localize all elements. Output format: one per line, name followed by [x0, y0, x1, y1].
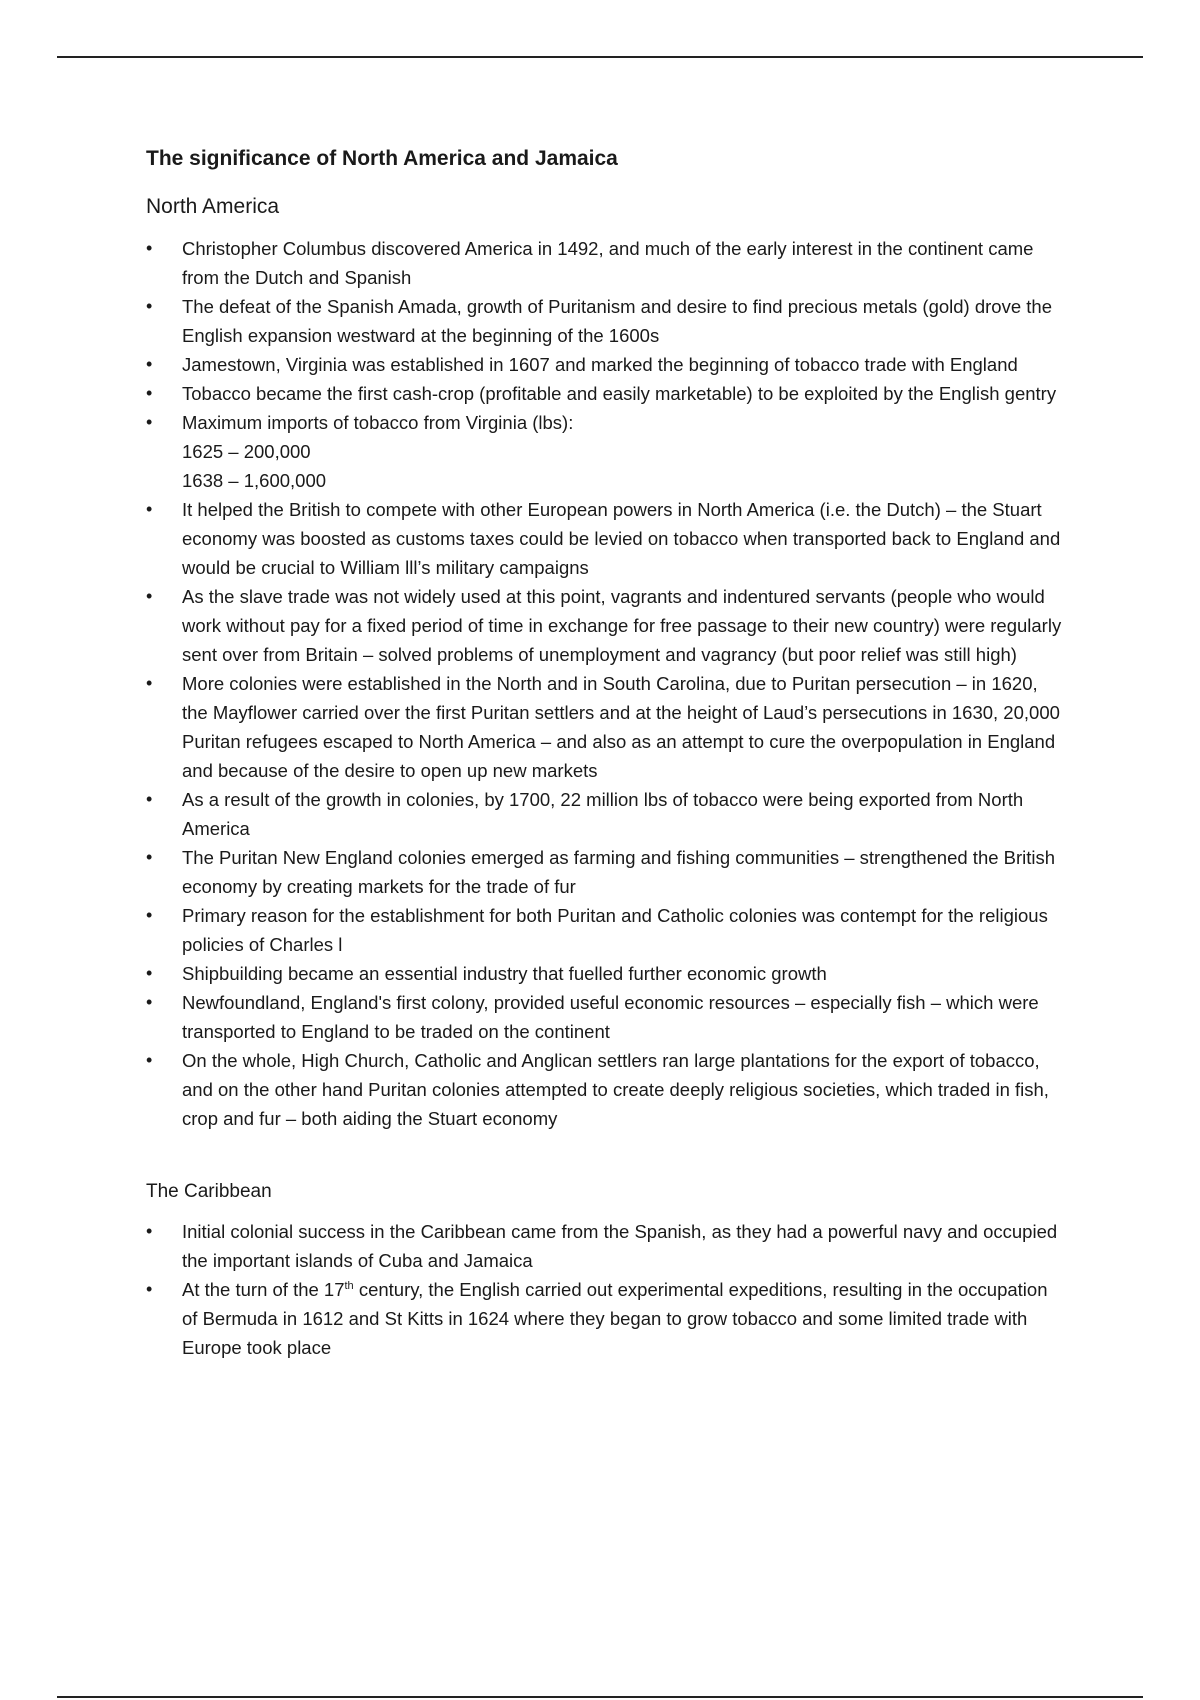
bullet-item: • On the whole, High Church, Catholic and Anglican settlers ran large plantations for the export of tobacco, and on the other hand Puritan colonies attempted to create deeply religious societies, which traded in fish, crop and fur – both aiding the Stuart economy — [146, 1046, 1066, 1133]
bullet-icon: • — [146, 1050, 153, 1070]
bullet-icon: • — [146, 1279, 153, 1299]
document-title: The significance of North America and Jamaica — [146, 147, 618, 170]
bullet-icon: • — [146, 847, 153, 867]
bullet-icon: • — [146, 992, 153, 1012]
bullet-item: • Newfoundland, England's first colony, provided useful economic resources – especially fish – which were transported to England to be traded on the continent — [146, 988, 1066, 1046]
footer-rule — [57, 1696, 1143, 1698]
bullet-icon: • — [146, 586, 153, 606]
bullet-icon: • — [146, 673, 153, 693]
bullet-icon: • — [146, 238, 153, 258]
bullet-item — [146, 408, 1066, 495]
document-body — [146, 144, 1066, 1362]
bullet-item: • Jamestown, Virginia was established in 1607 and marked the beginning of tobacco trade with England — [146, 350, 1066, 379]
import-figure-1625: 1625 – 200,000 — [182, 441, 311, 462]
bullet-item: • The Puritan New England colonies emerged as farming and fishing communities – strengthened the British economy by creating markets for the trade of fur — [146, 843, 1066, 901]
bullet-item: • Initial colonial success in the Caribbean came from the Spanish, as they had a powerful navy and occupied the important islands of Cuba and Jamaica — [146, 1217, 1066, 1275]
section-heading-north-america: North America — [146, 195, 280, 218]
north-america-bullet-list — [146, 234, 1066, 1133]
bullet-item: • It helped the British to compete with other European powers in North America (i.e. the Dutch) – the Stuart economy was boosted as customs taxes could be levied on tobacco when transported back to England and would be crucial to William lll’s military campaigns — [146, 495, 1066, 582]
bullet-icon: • — [146, 354, 153, 374]
bullet-item: • Tobacco became the first cash-crop (profitable and easily marketable) to be exploited by the English gentry — [146, 379, 1066, 408]
import-figure-1638: 1638 – 1,600,000 — [182, 470, 327, 491]
section-spacer — [146, 1133, 1066, 1177]
bullet-icon: • — [146, 383, 153, 403]
bullet-icon: • — [146, 296, 153, 316]
section-heading-caribbean: The Caribbean — [146, 1181, 272, 1202]
bullet-icon: • — [146, 499, 153, 519]
header-rule — [57, 56, 1143, 58]
bullet-icon: • — [146, 1221, 153, 1241]
bullet-text: Maximum imports of tobacco from Virginia (lbs): — [182, 412, 574, 433]
superscript-th: th — [344, 1279, 354, 1292]
bullet-item: • As the slave trade was not widely used at this point, vagrants and indentured servants (people who would work without pay for a fixed period of time in exchange for free passage to their new country) were regularly sent over from Britain – solved problems of unemployment and vagrancy (but poor relief was still high) — [146, 582, 1066, 669]
bullet-icon: • — [146, 905, 153, 925]
bullet-item: • The defeat of the Spanish Amada, growth of Puritanism and desire to find precious metals (gold) drove the English expansion westward at the beginning of the 1600s — [146, 292, 1066, 350]
bullet-item: • More colonies were established in the North and in South Carolina, due to Puritan persecution – in 1620, the Mayflower carried over the first Puritan settlers and at the height of Laud’s persecutions in 1630, 20,000 Puritan refugees escaped to North America – and also as an attempt to cure the overpopulation in England and because of the desire to open up new markets — [146, 669, 1066, 785]
bullet-item: • Shipbuilding became an essential industry that fuelled further economic growth — [146, 959, 1066, 988]
bullet-icon: • — [146, 963, 153, 983]
bullet-icon: • — [146, 789, 153, 809]
bullet-item: • Christopher Columbus discovered America in 1492, and much of the early interest in the continent came from the Dutch and Spanish — [146, 234, 1066, 292]
caribbean-bullet-list — [146, 1217, 1066, 1362]
bullet-item: • Primary reason for the establishment for both Puritan and Catholic colonies was contempt for the religious policies of Charles l — [146, 901, 1066, 959]
bullet-icon: • — [146, 412, 153, 432]
bullet-item: • As a result of the growth in colonies, by 1700, 22 million lbs of tobacco were being exported from North America — [146, 785, 1066, 843]
bullet-item: • At the turn of the 17th century, the English carried out experimental expeditions, resulting in the occupation of Bermuda in 1612 and St Kitts in 1624 where they began to grow tobacco and some limited trade with Europe took place — [146, 1275, 1066, 1362]
